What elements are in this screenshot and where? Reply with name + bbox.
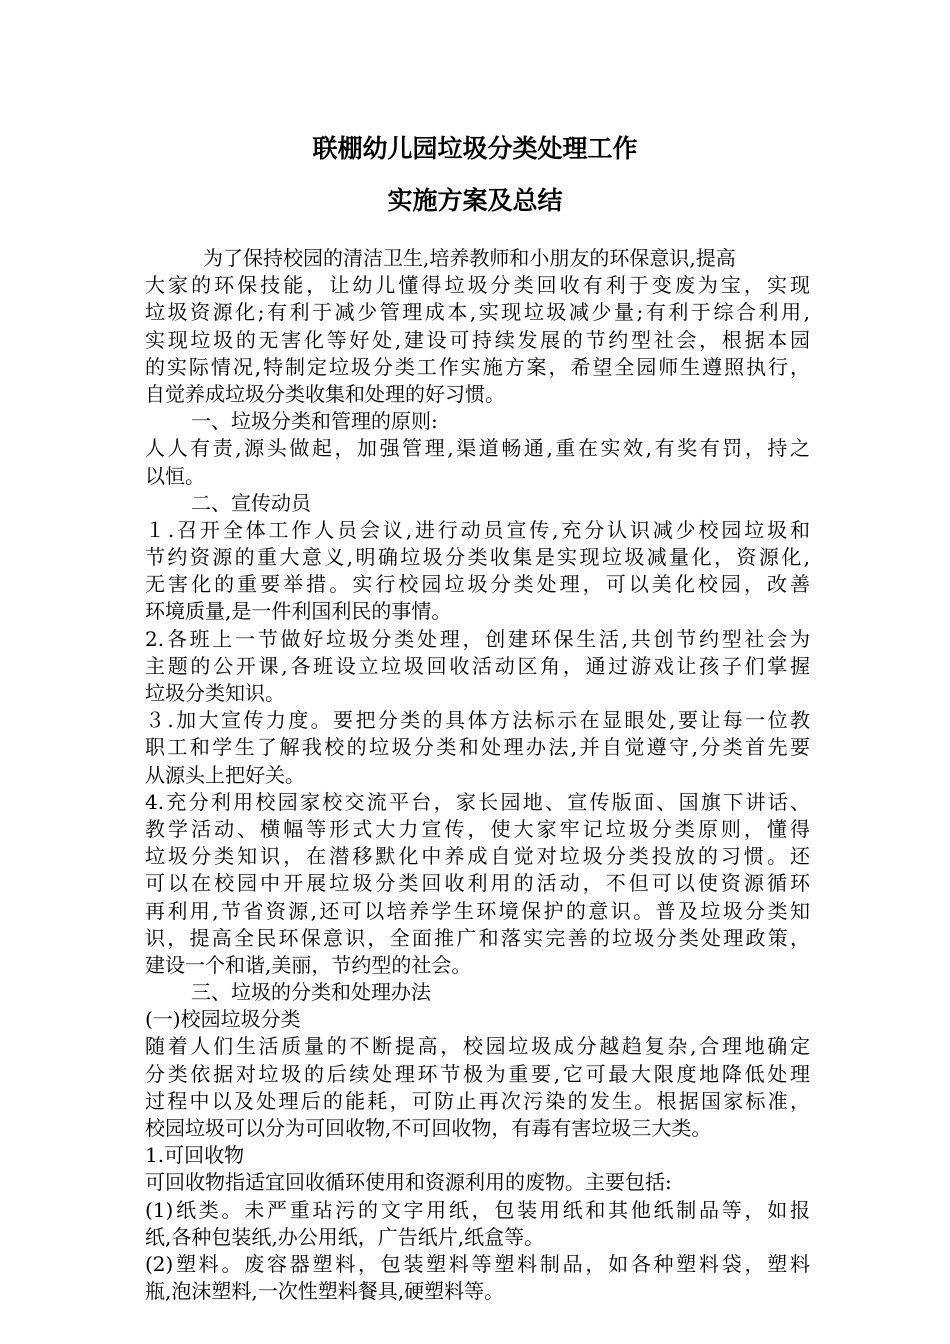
body-line: 无害化的重要举措。实行校园垃圾分类处理，可以美化校园，改善 <box>145 572 810 597</box>
body-line: 纸,各种包装纸,办公用纸，广告纸片,纸盒等。 <box>145 1224 545 1249</box>
body-line: (2)塑料。废容器塑料，包装塑料等塑料制品，如各种塑料袋，塑料 <box>145 1251 810 1276</box>
body-line: 识，提高全民环保意识，全面推广和落实完善的垃圾分类处理政策， <box>145 925 810 950</box>
body-line: 校园垃圾可以分为可回收物,不可回收物，有毒有害垃圾三大类。 <box>145 1116 712 1140</box>
body-line: 随着人们生活质量的不断提高，校园垃圾成分越趋复杂,合理地确定 <box>145 1034 810 1059</box>
body-line: 从源头上把好关。 <box>145 762 305 787</box>
body-line: 可以在校园中开展垃圾分类回收利用的活动，不但可以使资源循环 <box>145 871 810 896</box>
document-body <box>145 245 810 1305</box>
document-title-line-1: 联棚幼儿园垃圾分类处理工作 <box>312 134 638 163</box>
body-line: 大家的环保技能，让幼儿懂得垃圾分类回收有利于变废为宝，实现 <box>145 273 810 298</box>
body-line: 自觉养成垃圾分类收集和处理的好习惯。 <box>145 381 505 406</box>
body-line: 人人有责,源头做起，加强管理,渠道畅通,重在实效,有奖有罚，持之 <box>145 436 810 461</box>
document-title-line-2: 实施方案及总结 <box>387 186 563 215</box>
body-line: 4.充分利用校园家校交流平台，家长园地、宣传版面、国旗下讲话、 <box>145 789 810 814</box>
section-heading: 一、垃圾分类和管理的原则: <box>191 409 438 434</box>
subsection-heading: 1.可回收物 <box>145 1143 245 1168</box>
body-line: (1)纸类。未严重玷污的文字用纸，包装用纸和其他纸制品等，如报 <box>145 1197 810 1222</box>
body-line: 节约资源的重大意义,明确垃圾分类收集是实现垃圾减量化，资源化, <box>145 545 810 570</box>
body-line: 为了保持校园的清洁卫生,培养教师和小朋友的环保意识,提高 <box>203 246 736 270</box>
subsection-heading: (一)校园垃圾分类 <box>145 1007 301 1032</box>
body-line: １.召开全体工作人员会议,进行动员宣传,充分认识减少校园垃圾和 <box>145 517 810 542</box>
body-line: 以恒。 <box>145 463 205 488</box>
body-line: 过程中以及处理后的能耗，可防止再次污染的发生。根据国家标准， <box>145 1088 810 1113</box>
body-line: 垃圾分类知识。 <box>145 681 285 705</box>
body-line: 垃圾资源化;有利于减少管理成本,实现垃圾减少量;有利于综合利用, <box>145 300 810 325</box>
body-line: 主题的公开课,各班设立垃圾回收活动区角，通过游戏让孩子们掌握 <box>145 653 810 678</box>
body-line: 环境质量,是一件利国利民的事情。 <box>145 599 452 624</box>
section-heading: 二、宣传动员 <box>191 490 311 515</box>
body-line: 教学活动、横幅等形式大力宣传，使大家牢记垃圾分类原则，懂得 <box>145 816 810 841</box>
body-line: 分类依据对垃圾的后续处理环节极为重要,它可最大限度地降低处理 <box>145 1061 810 1086</box>
body-line: 实现垃圾的无害化等好处,建设可持续发展的节约型社会，根据本园 <box>145 327 810 352</box>
body-line: 2.各班上一节做好垃圾分类处理，创建环保生活,共创节约型社会为 <box>145 626 810 651</box>
body-line: 垃圾分类知识，在潜移默化中养成自觉对垃圾分类投放的习惯。还 <box>145 844 810 869</box>
body-line: 的实际情况,特制定垃圾分类工作实施方案，希望全园师生遵照执行， <box>145 354 810 379</box>
body-line: 可回收物指适宜回收循环使用和资源利用的废物。主要包括: <box>145 1170 672 1195</box>
body-line: ３.加大宣传力度。要把分类的具体方法标示在显眼处,要让每一位教 <box>145 708 810 733</box>
body-line: 瓶,泡沫塑料,一次性塑料餐具,硬塑料等。 <box>145 1279 505 1304</box>
body-line: 再利用,节省资源,还可以培养学生环境保护的意识。普及垃圾分类知 <box>145 898 810 923</box>
body-line: 职工和学生了解我校的垃圾分类和处理办法,并自觉遵守,分类首先要 <box>145 735 810 760</box>
body-line: 建设一个和谐,美丽，节约型的社会。 <box>145 952 472 977</box>
section-heading: 三、垃圾的分类和处理办法 <box>191 980 431 1005</box>
